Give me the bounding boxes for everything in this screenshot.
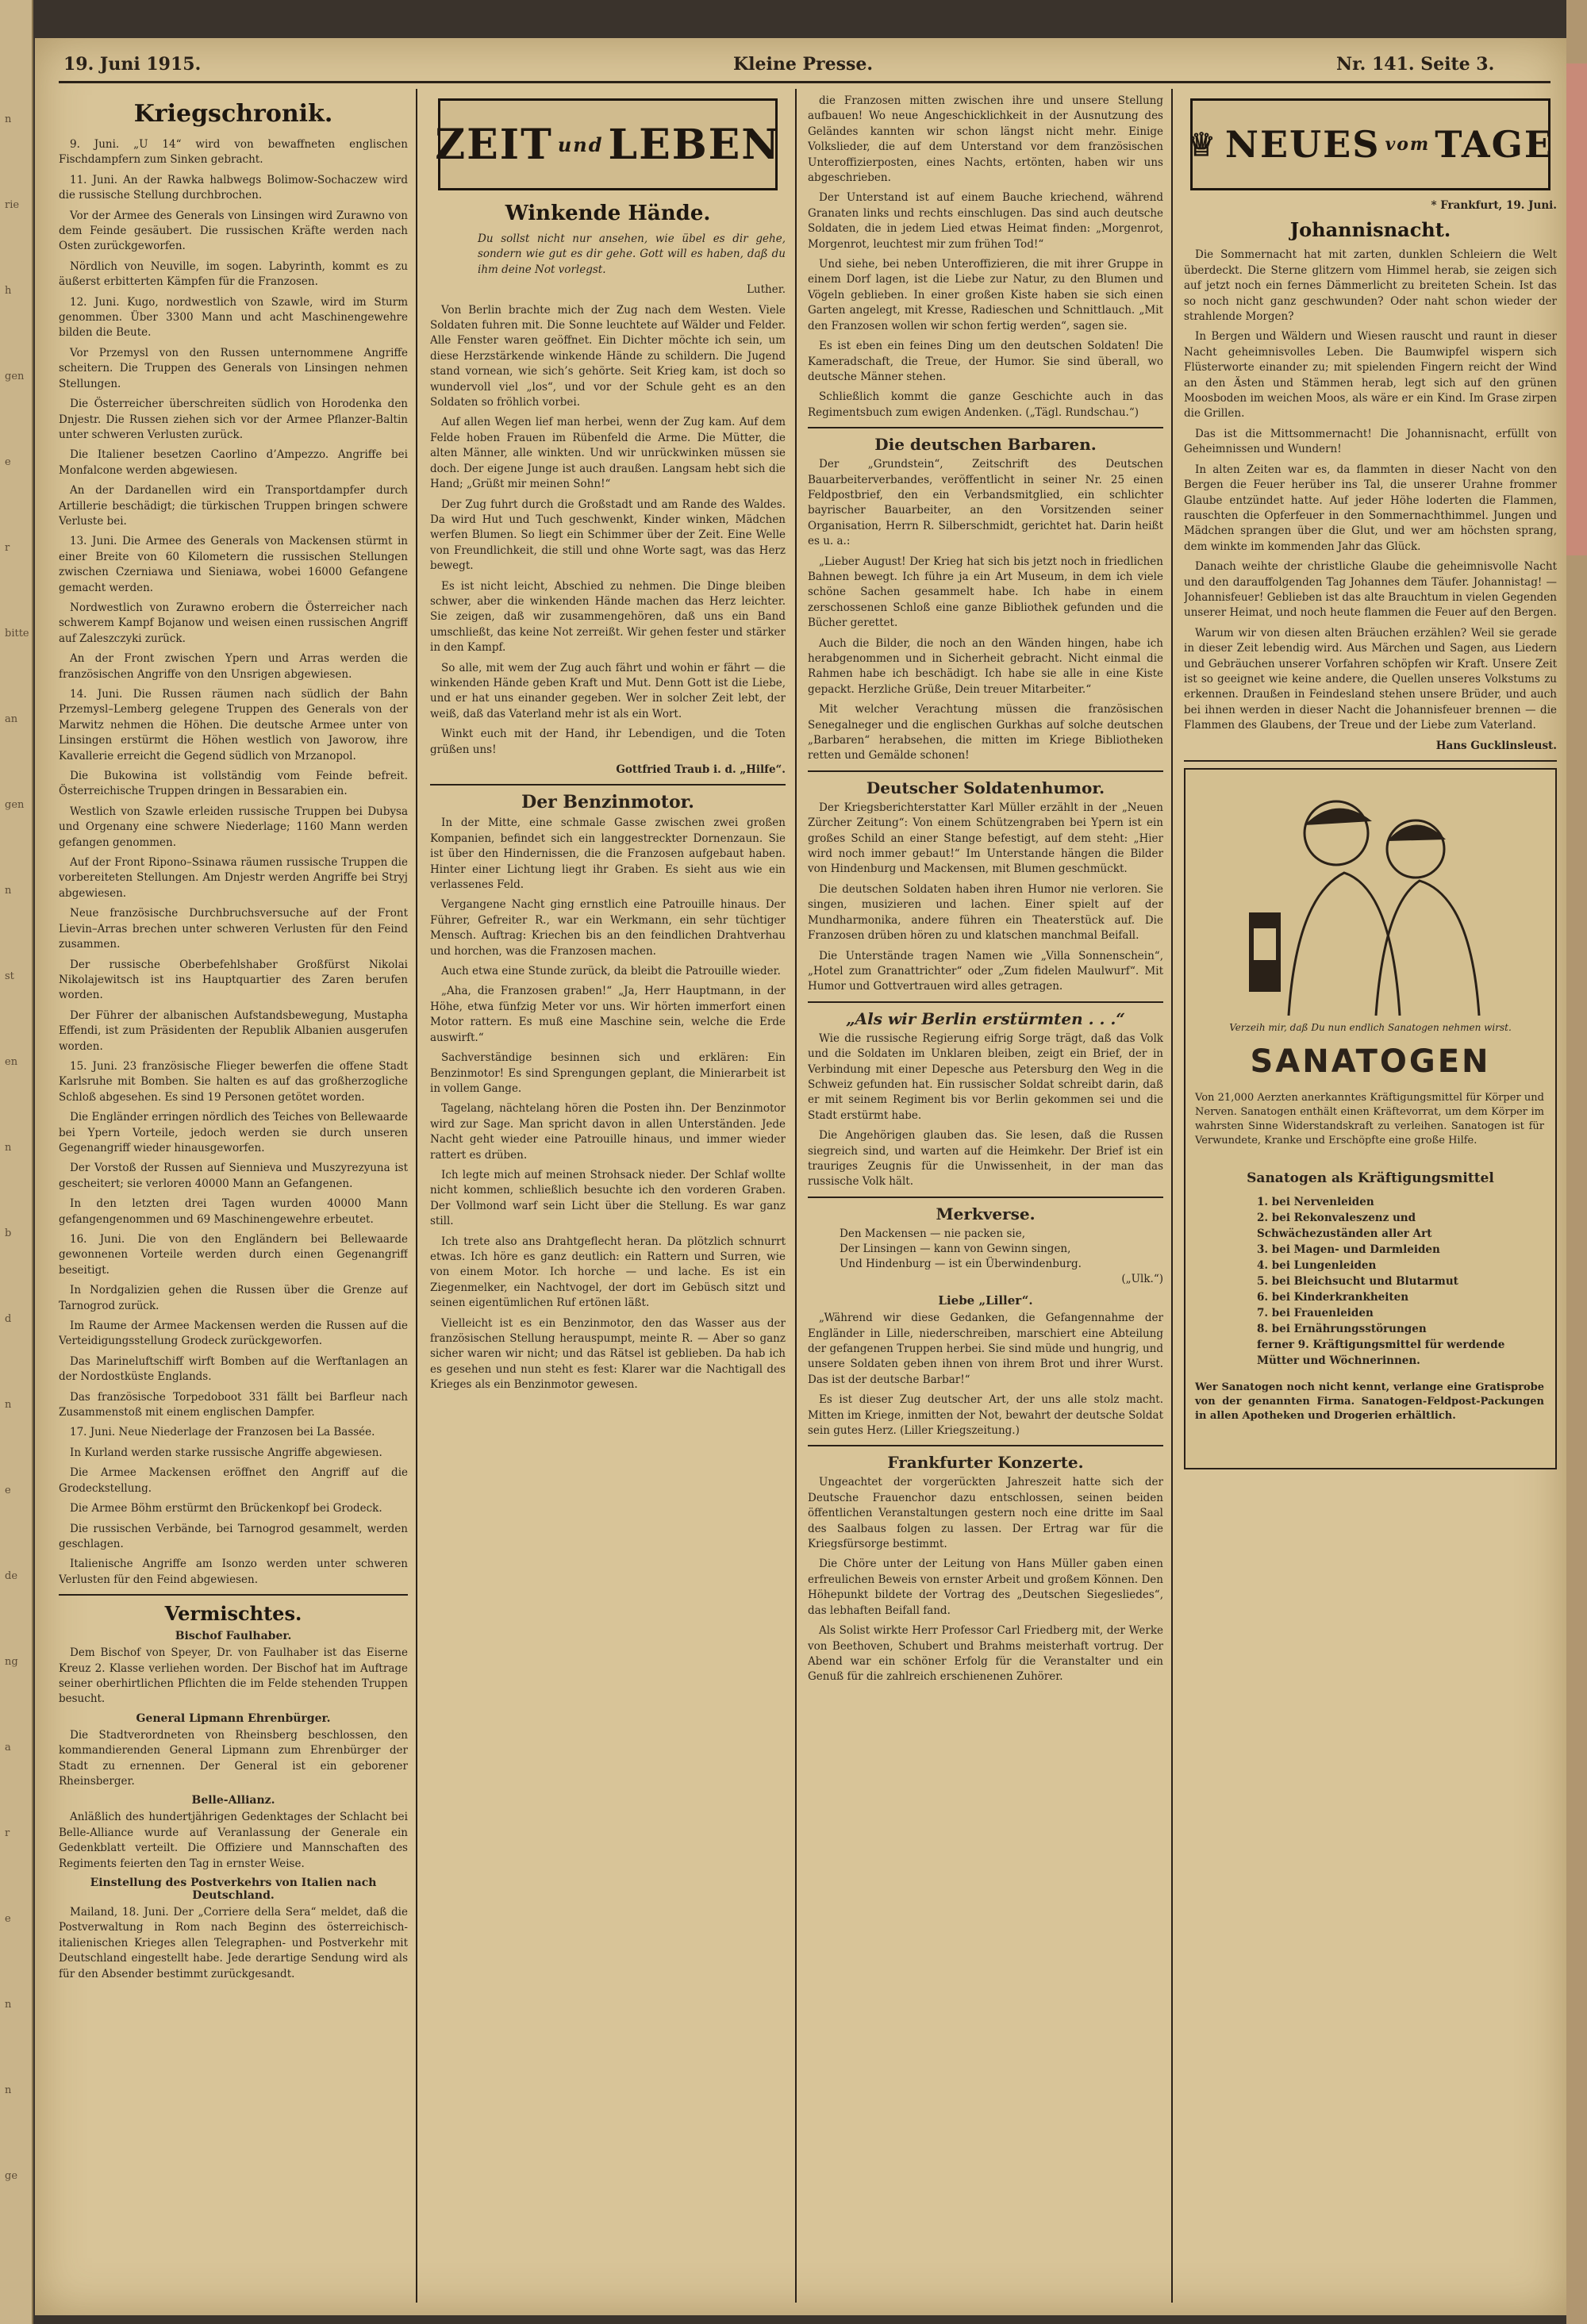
fragment-text: e [5, 1913, 11, 1925]
barbaren-title: Die deutschen Barbaren. [874, 435, 1097, 455]
fragment-text: b [5, 1227, 12, 1239]
ad-list-item: 1. bei Nervenleiden [1257, 1196, 1374, 1208]
chronik-entry: 16. Juni. Die von den Engländern bei Bellewaarde gewonnenen Vorteile werden durch einen Gegenangriff beseitigt. [59, 1233, 408, 1277]
winkende-haende-signature: Gottfried Traub i. d. „Hilfe“. [616, 763, 786, 776]
epigraph-author: Luther. [746, 283, 786, 297]
chronik-entry: An der Front zwischen Ypern und Arras werden die französischen Angriffe von den Unsrigen abgewiesen. [59, 652, 408, 681]
article-paragraph: Die Unterstände tragen Namen wie „Villa Sonnenschein“, „Hotel zum Granattrichter“ oder „Zum fidelen Maulwurf“. Mit Humor und Gottvertrauen wird alles getragen. [808, 949, 1163, 993]
berlin-body [808, 1031, 1163, 1190]
article-paragraph: Ungeachtet der vorgerückten Jahreszeit hatte sich der Deutsche Frauenchor dazu entschlossen, seinen beiden öffentlichen Veranstaltungen gestern noch eine dritte im Saal des Saalbaus folgen zu lassen. Der Ertrag war für die Kriegsfürsorge bestimmt. [808, 1476, 1163, 1551]
verse-line: Und Hindenburg — ist ein Überwindenburg. [840, 1257, 1082, 1270]
chronik-entry: Vor Przemysl von den Russen unternommene Angriffe scheitern. Die Truppen des Generals von Linsingen nehmen Stellungen. [59, 346, 408, 390]
section-divider [808, 770, 1163, 772]
article-paragraph: Es ist dieser Zug deutscher Art, der uns alle stolz macht. Mitten im Kriege, inmitten der Not, bewahrt der deutsche Soldat sein gutes Herz. (Liller Kriegszeitung.) [808, 1393, 1163, 1438]
article-paragraph: Der Kriegsberichterstatter Karl Müller erzählt in der „Neuen Zürcher Zeitung“: Von einem Schützengraben bei Ypern ist ein großes Schild an einer Stange befestigt, auf dem steht: „Hier wird noch immer gebaut!“ Im Unterstande hängen die Bilder von Hindenburg und Mackensen, mit Blumen geschmückt. [808, 801, 1163, 876]
article-paragraph: Das ist die Mittsommernacht! Die Johannisnacht, erfüllt von Geheimnissen und Wundern! [1184, 427, 1557, 456]
chronik-entry: Nordwestlich von Zurawno erobern die Österreicher nach schwerem Kampf Bojanow und weisen einen russischen Angriff auf Zaleszczyki zurück. [59, 601, 408, 645]
ad-list-item: 7. bei Frauenleiden [1257, 1307, 1374, 1319]
column-rule-2 [795, 89, 797, 2303]
article-paragraph: Mit welcher Verachtung müssen die französischen Senegalneger und die englischen Gurkhas auf solche deutschen „Barbaren“ herabsehen, die mitten im Kriege Bibliotheken retten und Gemälde schonen! [808, 703, 1163, 763]
winkende-haende-body [430, 303, 786, 758]
masthead-word-leben: LEBEN [608, 120, 781, 169]
johannisnacht-title: Johannisnacht. [1289, 218, 1451, 242]
fragment-text: rie [5, 199, 20, 211]
chronik-entry: In den letzten drei Tagen wurden 40000 Mann gefangengenommen und 69 Maschinengewehre erbeutet. [59, 1197, 408, 1226]
column-3 [808, 94, 1163, 2307]
chronik-entry: Vor der Armee des Generals von Linsingen wird Zurawno von dem Feinde gesäubert. Die russischen Kräfte werden nach Osten zurückgeworfen. [59, 209, 408, 253]
page-edge [1566, 0, 1587, 2324]
fragment-text: r [5, 542, 10, 554]
ad-list-item: 2. bei Rekonvaleszenz und Schwächezuständen aller Art [1257, 1212, 1432, 1240]
fragment-text: e [5, 1485, 11, 1496]
chronik-entry: Das französische Torpedoboot 331 fällt bei Barfleur nach Zusammenstoß mit einem englischen Dampfer. [59, 1390, 408, 1419]
chronik-entry: 13. Juni. Die Armee des Generals von Mackensen stürmt in einer Breite von 60 Kilometern die russischen Stellungen zwischen Czerniawa und Sieniawa, wobei 16000 Gefangene gemacht werden. [59, 535, 408, 594]
fragment-text: de [5, 1570, 18, 1582]
soldatenhumor-title: Deutscher Soldatenhumor. [866, 778, 1105, 797]
header-issue: Nr. 141. Seite 3. [1336, 54, 1495, 75]
pink-edge-band [1566, 63, 1587, 555]
article-paragraph: „Während wir diese Gedanken, die Gefangennahme der Engländer in Lille, niederschreiben, marschiert eine Abteilung der gefangenen Truppen herbei. Sie sind müde und hungrig, und unsere Soldaten geben ihnen von ihrem Brot und ihrer Wurst. Das ist der deutsche Barbar!“ [808, 1312, 1163, 1386]
fragment-text: h [5, 285, 12, 297]
section-divider [808, 1197, 1163, 1198]
chronik-entry: 11. Juni. An der Rawka halbwegs Bolimow-Sochaczew wird die russische Stellung durchbrochen. [59, 173, 408, 202]
johannisnacht-signature: Hans Gucklinsleust. [1435, 739, 1557, 752]
article-paragraph: „Lieber August! Der Krieg hat sich bis jetzt noch in friedlichen Bahnen bewegt. Ich führe ja ein Art Museum, in dem ich viele schöne Sachen gesammelt habe. Ich habe in einem zerschossenen Schloß eine ganze Bibliothek gefunden und die Bücher gerettet. [808, 555, 1163, 630]
chronik-entry: Der russische Oberbefehlshaber Großfürst Nikolai Nikolajewitsch ist ins Hauptquartier des Zaren berufen worden. [59, 958, 408, 1002]
chronik-entry: Die Österreicher überschreiten südlich von Horodenka den Dnjestr. Die Russen ziehen sich vor der Armee Pflanzer-Baltin unter schweren Verlusten zurück. [59, 398, 408, 441]
article-paragraph: Als Solist wirkte Herr Professor Carl Friedberg mit, der Werke von Beethoven, Schubert und Brahms meisterhaft vortrug. Der Abend war ein schöner Erfolg für die Veranstalter und ein Genuß für die zahlreich erschienenen Zuhörer. [808, 1624, 1163, 1684]
fragment-text: r [5, 1827, 10, 1839]
konzerte-title: Frankfurter Konzerte. [887, 1453, 1084, 1473]
article-paragraph: In der Mitte, eine schmale Gasse zwischen zwei großen Kompanien, befindet sich ein langgestreckter Dornenzaun. Sie ist über den Hindernissen, die die Franzosen aufgebaut haben. Hinter einer Lichtung liegt ihr Graben. Es sieht aus wie ein verlassenes Feld. [430, 816, 786, 892]
fragment-text: d [5, 1313, 12, 1325]
section-divider [808, 1445, 1163, 1446]
article-paragraph: Tagelang, nächtelang hören die Posten ihn. Der Benzinmotor wird zur Sage. Man spricht davon in allen Unterständen. Jede Nacht geht wieder eine Patrouille hinaus, und immer wieder rattert es drüben. [430, 1102, 786, 1162]
masthead-word-und: und [557, 133, 604, 156]
section-divider [430, 784, 786, 786]
column-kriegschronik [59, 94, 408, 2307]
merkverse-source: („Ulk.“) [1121, 1272, 1163, 1285]
chronik-entry: Der Führer der albanischen Aufstandsbewegung, Mustapha Effendi, ist zum Präsidenten der Republik Albanien ausgerufen worden. [59, 1008, 408, 1053]
section-divider [59, 1594, 408, 1596]
vermischtes-title: Vermischtes. [164, 1602, 302, 1626]
kriegschronik-title: Kriegschronik. [133, 100, 333, 128]
ad-list-item: ferner 9. Kräftigungsmittel für werdende Mütter und Wöchnerinnen. [1257, 1339, 1505, 1367]
article-paragraph: Winkt euch mit der Hand, ihr Lebendigen, und die Toten grüßen uns! [430, 728, 786, 756]
article-paragraph: Der Zug fuhrt durch die Großstadt und am Rande des Waldes. Da wird Hut und Tuch geschwenkt, Kinder winken, Mädchen werfen Blumen. So liegt ein Schimmer über der Zeit. Eine Welle von Freundlichkeit, die still und ohne Worte sagt, was das Herz bewegt. [430, 497, 786, 573]
article-paragraph: Auch die Bilder, die noch an den Wänden hingen, habe ich herabgenommen und in Sicherheit gebracht. Nicht einmal die Rahmen habe ich beschädigt. Ich habe sie alle in eine Kiste gepackt. Herzliche Grüße, Dein treuer Mitarbeiter.“ [808, 636, 1163, 696]
masthead-word-neues: NEUES [1224, 123, 1381, 166]
article-paragraph: Ich trete also ans Drahtgeflecht heran. Da plötzlich schnurrt etwas. Ich höre es ganz deutlich: ein Rattern und Surren, wie von einem Motor. Ich horche — und lache. Es ist ein Ziegenmelker, ein Nachtvogel, der dort im Gebüsch sitzt und seinen eigentümlichen Ruf ertönen läßt. [430, 1235, 786, 1310]
vermischtes-paragraph-4: Mailand, 18. Juni. Der „Corriere della Sera“ meldet, daß die Postverwaltung in Rom nach Beginn des österreichisch-italienischen Krieges allen Telegraphen- und Postverkehr mit Deutschland eingestellt habe. Jede derartige Sendung wird als für den Absender bestimmt zurückgesandt. [59, 1906, 408, 1980]
fragment-text: n [5, 885, 12, 897]
merkverse-verses [808, 1227, 1163, 1272]
barbaren-body [808, 457, 1163, 764]
article-paragraph: Von Berlin brachte mich der Zug nach dem Westen. Viele Soldaten fuhren mit. Die Sonne leuchtete auf Wälder und Felder. Alle Fenster waren geöffnet. Ein Dichter möchte ich sein, um diese Herzstärkende winkende Hände zu schildern. Die Jugend stand vornean, wie sich’s gehörte. Seit Krieg kam, ist doch so wundervoll viel „los“, und vor der Schule geht es an den Soldaten so fröhlich vorbei. [430, 303, 786, 409]
chronik-entry: Die russischen Verbände, bei Tarnogrod gesammelt, werden geschlagen. [59, 1522, 408, 1550]
fragment-text: n [5, 113, 12, 125]
chronik-entry: Nördlich von Neuville, im sogen. Labyrinth, kommt es zu äußerst erbitterten Kämpfen für die Franzosen. [59, 259, 408, 289]
section-divider [808, 427, 1163, 428]
chronik-entry: Die Armee Mackensen eröffnet den Angriff auf die Grodeckstellung. [59, 1466, 408, 1495]
article-paragraph: In alten Zeiten war es, da flammten in dieser Nacht von den Bergen die Feuer herüber ins Tal, die unserer Urahne frommer Glaube entzündet hatte. Auf jeder Höhe loderten die Flammen, rauschten die Opferfeuer in den Sommernachthimmel. Jungen und Mädchen sprangen über die Glut, und wer am höchsten sprang, dem winkte im kommenden Jahr das Glück. [1184, 463, 1557, 553]
article-paragraph: Warum wir von diesen alten Bräuchen erzählen? Weil sie gerade in dieser Zeit lebendig wird. Aus Märchen und Sagen, aus Liedern und Gebräuchen unserer Vorfahren schöpfen wir Kraft. Unsere Zeit ist so geeignet wie keine andere, die Quellen unseres Volkstums zu erkennen. Draußen in Feindesland stehen unsere Brüder, und auch bei ihnen werden in dieser Nacht die Johannisfeuer brennen — die Flammen des Glaubens, der Treue und der Liebe zum Vaterland. [1184, 626, 1557, 732]
article-paragraph: Vergangene Nacht ging ernstlich eine Patrouille hinaus. Der Führer, Gefreiter R., war ein Werkmann, ein sehr tüchtiger Mensch. Auftrag: Kriechen bis an den feindlichen Drahtverhau und horchen, was die Franzosen machen. [430, 898, 786, 958]
chronik-entry: 14. Juni. Die Russen räumen nach südlich der Bahn Przemysl–Lemberg gelegene Truppen des Generals von der Marwitz nehmen die Höhen. Die deutsche Armee unter von Linsingen erstürmt die Höhen westlich von Jaworow, ihre Kavallerie erreicht die Gegend südlich von Mrzanopol. [59, 688, 408, 763]
chronik-entry: Die Bukowina ist vollständig vom Feinde befreit. Österreichische Truppen dringen in Bessarabien ein. [59, 770, 408, 798]
article-paragraph: Die deutschen Soldaten haben ihren Humor nie verloren. Sie singen, musizieren und lachen. Einer spielt auf der Mundharmonika, andere führen ein Theaterstück auf. Die Franzosen drüben hören zu und klatschen manchmal Beifall. [808, 882, 1163, 943]
chronik-entry: In Kurland werden starke russische Angriffe abgewiesen. [70, 1446, 382, 1459]
vermischtes-paragraph-3: Anläßlich des hundertjährigen Gedenktages der Schlacht bei Belle-Alliance wurde auf Veranlassung der Generale ein Gedenkblatt verteilt. Die Offiziere und Mannschaften des Regiments feierten den Tag in ernster Weise. [59, 1811, 408, 1870]
chronik-entry: Italienische Angriffe am Isonzo werden unter schweren Verlusten für den Feind abgewiesen. [59, 1558, 408, 1586]
article-paragraph: Auf allen Wegen lief man herbei, wenn der Zug kam. Auf dem Felde hoben Frauen im Rübenfeld die Arme. Die Mütter, die alten Männer, alle winkten. Und wir unrückwinken müssen sie doch. Der eigene Junge ist auch draußen. Langsam hebt sich die Hand; „Grüßt mir meinen Sohn!“ [430, 416, 786, 491]
konzerte-body [808, 1475, 1163, 1684]
newspaper-sheet [35, 38, 1566, 2315]
adjacent-page-fragment [0, 0, 33, 2324]
ad-indication-list [1257, 1194, 1527, 1369]
header-date: 19. Juni 1915. [63, 54, 202, 75]
article-paragraph: Der Unterstand ist auf einem Bauche kriechend, während Granaten links und rechts einschlugen. Das sind auch deutsche Soldaten, die in jedem Lied etwas Heimat finden: „Morgenrot, Morgenrot, leuchtest mir zum frühen Tod!“ [808, 191, 1163, 251]
benzinmotor-title: Der Benzinmotor. [521, 792, 694, 813]
article-paragraph: die Franzosen mitten zwischen ihre und unsere Stellung aufbauen! Wo neue Angeschicklichkeit in der Ausnutzung des Geländes kannten wir schon längst nicht mehr. Einige Volkslieder, die auf dem Unterstand vor dem französischen Unteroffizierposten, eines Nachts, ertönten, haben wir uns abgeschrieben. [808, 94, 1163, 185]
chronik-entry: An der Dardanellen wird ein Transportdampfer durch Artillerie beschädigt; die türkischen Truppen bringen schwere Verluste bei. [59, 484, 408, 528]
vermischtes-paragraph-1: Dem Bischof von Speyer, Dr. von Faulhaber ist das Eiserne Kreuz 2. Klasse verliehen worden. Der Bischof hat im Auftrage seiner oberhirtlichen Pflichten die im Felde stehenden Truppen besucht. [59, 1646, 408, 1706]
verse-line: Der Linsingen — kann von Gewinn singen, [840, 1242, 1071, 1255]
section-divider [1184, 760, 1557, 762]
vermischtes-subhead-2: General Lipmann Ehrenbürger. [136, 1711, 331, 1725]
column-zeit-und-leben [430, 94, 786, 2307]
chronik-entry: Die Italiener besetzen Caorlino d’Ampezzo. Angriffe bei Monfalcone werden abgewiesen. [59, 448, 408, 477]
soldatenhumor-body [808, 801, 1163, 995]
ad-footer: Wer Sanatogen noch nicht kennt, verlange eine Gratisprobe von der genannten Firma. Sanatogen-Feldpost-Packungen in allen Apotheken und Drogerien erhältlich. [1195, 1381, 1544, 1422]
winkende-haende-title: Winkende Hände. [505, 202, 711, 225]
article-paragraph: Der „Grundstein“, Zeitschrift des Deutschen Bauarbeiterverbandes, veröffentlicht in seiner Nr. 25 einen Feldpostbrief, den ein Verbandsmitglied, ein schlichter bayrischer Bauarbeiter, an den Vorsitzenden seiner Organisation, Herrn R. Silberschmidt, gerichtet hat. Darin heißt es u. a.: [808, 458, 1163, 548]
article-paragraph: Und siehe, bei neben Unteroffizieren, die mit ihrer Gruppe in einem Dorf lagen, ist die Liebe zur Natur, zu den Blumen und Vögeln geblieben. In einer großen Kiste haben sie sich einen Garten angelegt, mit Kresse, Radieschen und Schnittlauch. „Mit den Franzosen wollen wir schon fertig werden“, sagen sie. [808, 258, 1163, 332]
dateline: * Frankfurt, 19. Juni. [1431, 199, 1557, 212]
article-paragraph: So alle, mit wem der Zug auch fährt und wohin er fährt — die winkenden Hände geben Kraft und Mut. Denn Gott ist die Liebe, und er hat uns einander gegeben. Wer in solcher Zeit lebt, der weiß, daß das Vaterland mehr ist als ein Wort. [430, 661, 786, 720]
column-neues-vom-tage [1184, 94, 1557, 2307]
article-paragraph: Sachverständige besinnen sich und erklären: Ein Benzinmotor! Es sind Sprengungen geplant, die Minierarbeit ist in vollem Gange. [430, 1051, 786, 1095]
fragment-text: n [5, 2084, 12, 2096]
vermischtes-subhead-3: Belle-Allianz. [191, 1794, 275, 1807]
chronik-entry: 9. Juni. „U 14“ wird von bewaffneten englischen Fischdampfern zum Sinken gebracht. [59, 138, 408, 167]
article-paragraph: „Aha, die Franzosen graben!“ „Ja, Herr Hauptmann, in der Höhe, etwa fünfzig Meter vor uns. Wir hörten immerfort einen Motor rattern. Es muß eine Maschine sein, welche die Erde auswirft.“ [430, 985, 786, 1044]
fragment-text: en [5, 1056, 18, 1068]
chronik-entry: Neue französische Durchbruchsversuche auf der Front Lievin–Arras brechen unter schweren Verlusten für den Feind zusammen. [59, 907, 408, 951]
article-paragraph: Ich legte mich auf meinen Strohsack nieder. Der Schlaf wollte nicht kommen, schließlich besuchte ich den vorderen Graben. Der Vollmond warf sein Licht über die Stellung. Es war ganz still. [430, 1168, 786, 1228]
neues-vom-tage-masthead [1187, 98, 1554, 190]
fragment-text: gen [5, 371, 25, 382]
chronik-entry: 12. Juni. Kugo, nordwestlich von Szawle, wird im Sturm genommen. Über 3300 Mann und acht Maschinengewehre bilden die Beute. [59, 295, 408, 340]
benzinmotor-body [430, 816, 786, 1392]
article-paragraph: In Bergen und Wäldern und Wiesen rauscht und raunt in dieser Nacht geheimnisvolles Leben. Die Baumwipfel wispern sich Flüsterworte einander zu; mit spielenden Fingern reicht der Wind an den Ästen und Stämmen herab, legt sich auf den grünen Moosboden im weichen Moos, als wäre er ein Kind. Im Grase zirpen die Grillen. [1184, 330, 1557, 421]
merkverse-title: Merkverse. [936, 1204, 1036, 1223]
ad-list-item: 4. bei Lungenleiden [1257, 1259, 1377, 1272]
ad-list-title: Sanatogen als Kräftigungsmittel [1247, 1170, 1494, 1186]
ad-list-item: 8. bei Ernährungsstörungen [1257, 1323, 1427, 1335]
chronik-entry: Im Raume der Armee Mackensen werden die Russen auf die Verteidigungsstellung Grodeck zurückgeworfen. [59, 1319, 408, 1348]
masthead-word-tage: TAGE [1435, 123, 1554, 166]
liller-body [808, 1311, 1163, 1439]
fragment-text: gen [5, 799, 25, 811]
sanatogen-advertisement [1184, 768, 1557, 1469]
article-paragraph: Danach weihte der christliche Glaube die geheimnisvolle Nacht und den darauffolgenden Tag Johannes dem Täufer. Johannistag! — Johannisfeuer! Geblieben ist das alte Brauchtum in vielen Gegenden unserer Heimat, und noch heute flammen die Feuer auf den Bergen. [1184, 560, 1557, 620]
vermischtes-subhead-1: Bischof Faulhaber. [175, 1630, 292, 1643]
ad-caption: Verzeih mir, daß Du nun endlich Sanatogen nehmen wirst. [1229, 1022, 1512, 1033]
article-paragraph: Es ist eben ein feines Ding um den deutschen Soldaten! Die Kameradschaft, die Treue, der Humor. Sie sind überall, wo deutsche Männer stehen. [808, 340, 1163, 383]
berlin-title: „Als wir Berlin erstürmten . . .“ [846, 1008, 1125, 1028]
eagle-icon: ♕ [1187, 125, 1217, 163]
epigraph: Du sollst nicht nur ansehen, wie übel es dir gehe, sondern wie gut es dir gehe. Gott will es haben, daß du ihm deine Not vorlegst. [478, 232, 786, 276]
chronik-entry: Die Armee Böhm erstürmt den Brückenkopf bei Grodeck. [70, 1502, 382, 1515]
fragment-text: ge [5, 2170, 18, 2182]
article-paragraph: Die Chöre unter der Leitung von Hans Müller gaben einen erfreulichen Beweis von ernster Arbeit und großem Können. Den Höhepunkt bildete der Vortrag des „Deutschen Siegesliedes“, das lebhaften Beifall fand. [808, 1558, 1163, 1617]
article-paragraph: Die Sommernacht hat mit zarten, dunklen Schleiern die Welt überdeckt. Die Sterne glitzern vom Himmel herab, sie zeigen sich auf jetzt noch ein fernes Dämmerlicht zu breiteten Schein. Ist das so noch nicht ganz geschwunden? Oder naht schon wieder der strahlende Morgen? [1184, 248, 1557, 324]
article-paragraph: Die Angehörigen glauben das. Sie lesen, daß die Russen siegreich sind, und warten auf die Heimkehr. Der Brief ist ein trauriges Zeugnis für die Unwissenheit, in der man das russische Volk hält. [808, 1129, 1163, 1189]
fragment-text: n [5, 1999, 12, 2011]
fragment-text: n [5, 1399, 12, 1411]
chronik-entry: Auf der Front Ripono–Ssinawa räumen russische Truppen die vorbereiteten Stellungen. Am Dnjestr werden Angriffe bei Stryj abgewiesen. [59, 856, 408, 900]
ad-brand: SANATOGEN [1250, 1043, 1491, 1080]
ad-list-item: 6. bei Kinderkrankheiten [1257, 1291, 1409, 1304]
fragment-text: bitte [5, 628, 29, 640]
section-divider [808, 1001, 1163, 1003]
ad-list-item: 3. bei Magen- und Darmleiden [1257, 1243, 1440, 1256]
liller-title: Liebe „Liller“. [938, 1293, 1033, 1308]
fragment-text: st [5, 970, 14, 982]
masthead-word-vom: vom [1385, 134, 1431, 155]
chronik-entry: Der Vorstoß der Russen auf Siennieva und Muszyrezyuna ist gescheitert; sie verloren 40000 Mann an Gefangenen. [59, 1162, 408, 1190]
kriegschronik-entries [59, 137, 408, 1588]
header-paper-name: Kleine Presse. [733, 54, 874, 75]
fragment-text: an [5, 713, 18, 725]
chronik-entry: 17. Juni. Neue Niederlage der Franzosen bei La Bassée. [70, 1426, 375, 1439]
header-rule [59, 81, 1550, 83]
zeit-und-leben-masthead [435, 98, 781, 190]
continuation-body [808, 94, 1163, 421]
chronik-entry: Die Engländer erringen nördlich des Teiches von Bellewaarde bei Ypern Vorteile, jedoch werden sie durch unseren Gegenangriff wieder hinausgeworfen. [59, 1111, 408, 1154]
chronik-entry: 15. Juni. 23 französische Flieger bewerfen die offene Stadt Karlsruhe mit Bomben. Sie halten es auf das großherzogliche Schloß abgesehen. Es sind 19 Personen getötet worden. [59, 1059, 408, 1104]
column-rule-1 [416, 89, 417, 2303]
article-paragraph: Schließlich kommt die ganze Geschichte auch in das Regimentsbuch zum ewigen Andenken. („Tägl. Rundschau.“) [808, 390, 1163, 419]
article-paragraph: Es ist nicht leicht, Abschied zu nehmen. Die Dinge bleiben schwer, aber die winkenden Hände machen das Herz leichter. Sie zeigen, daß wir zusammengehören, daß uns ein Band umschließt, das keine Not zerreißt. Wir gehen fester und stärker in den Kampf. [430, 579, 786, 655]
chronik-entry: Das Marineluftschiff wirft Bomben auf die Werftanlagen an der Nordostküste Englands. [59, 1354, 408, 1384]
vermischtes-subhead-4: Einstellung des Postverkehrs von Italien nach Deutschland. [90, 1876, 377, 1902]
verse-line: Den Mackensen — nie packen sie, [840, 1227, 1026, 1240]
article-paragraph: Wie die russische Regierung eifrig Sorge trägt, daß das Volk und die Soldaten im Unklaren bleiben, zeigt ein Brief, der in Verbindung mit einer Depesche aus Petersburg den Weg in die Schweiz gefunden hat. Ein russischer Soldat schreibt darin, daß er mit seinem Regiment bis vor Berlin gekommen sei und die Stadt erstürmt habe. [808, 1031, 1163, 1122]
vermischtes-paragraph-2: Die Stadtverordneten von Rheinsberg beschlossen, den kommandierenden General Lipmann zum Ehrenbürger der Stadt zu ernennen. Der General ist ein geborener Rheinsberger. [59, 1728, 408, 1788]
chronik-entry: In Nordgalizien gehen die Russen über die Grenze auf Tarnogrod zurück. [59, 1284, 408, 1312]
johannisnacht-body [1184, 248, 1557, 733]
fragment-text: n [5, 1142, 12, 1154]
ad-list-item: 5. bei Bleichsucht und Blutarmut [1257, 1275, 1458, 1288]
chronik-entry: Westlich von Szawle erleiden russische Truppen bei Dubysa und Orgenany eine schwere Niederlage; 1160 Mann werden gefangen genommen. [59, 805, 408, 849]
masthead-word-zeit: ZEIT [435, 120, 553, 169]
article-paragraph: Auch etwa eine Stunde zurück, da bleibt die Patrouille wieder. [441, 965, 781, 978]
fragment-text: a [5, 1742, 11, 1754]
fragment-text: e [5, 456, 11, 468]
column-rule-3 [1171, 89, 1173, 2303]
fragment-text: ng [5, 1656, 18, 1668]
ad-illustration [1217, 778, 1519, 1016]
ad-text: Von 21,000 Aerzten anerkanntes Kräftigungsmittel für Körper und Nerven. Sanatogen enthält einen Kräftevorrat, um dem Körper im wahrsten Sinne Widerstandskraft zu verleihen. Sanatogen ist für Verwundete, Kranke und Erschöpfte eine große Hilfe. [1195, 1092, 1544, 1147]
article-paragraph: Vielleicht ist es ein Benzinmotor, den das Wasser aus der französischen Stellung herauspumpt, meinte R. — Aber so ganz sicher waren wir nicht; und das Rätsel ist geblieben. Da hab ich es gesehen und nun steht es fest: Klarer war die Nachtigall des Krieges als ein Benzinmotor gewesen. [430, 1316, 786, 1392]
